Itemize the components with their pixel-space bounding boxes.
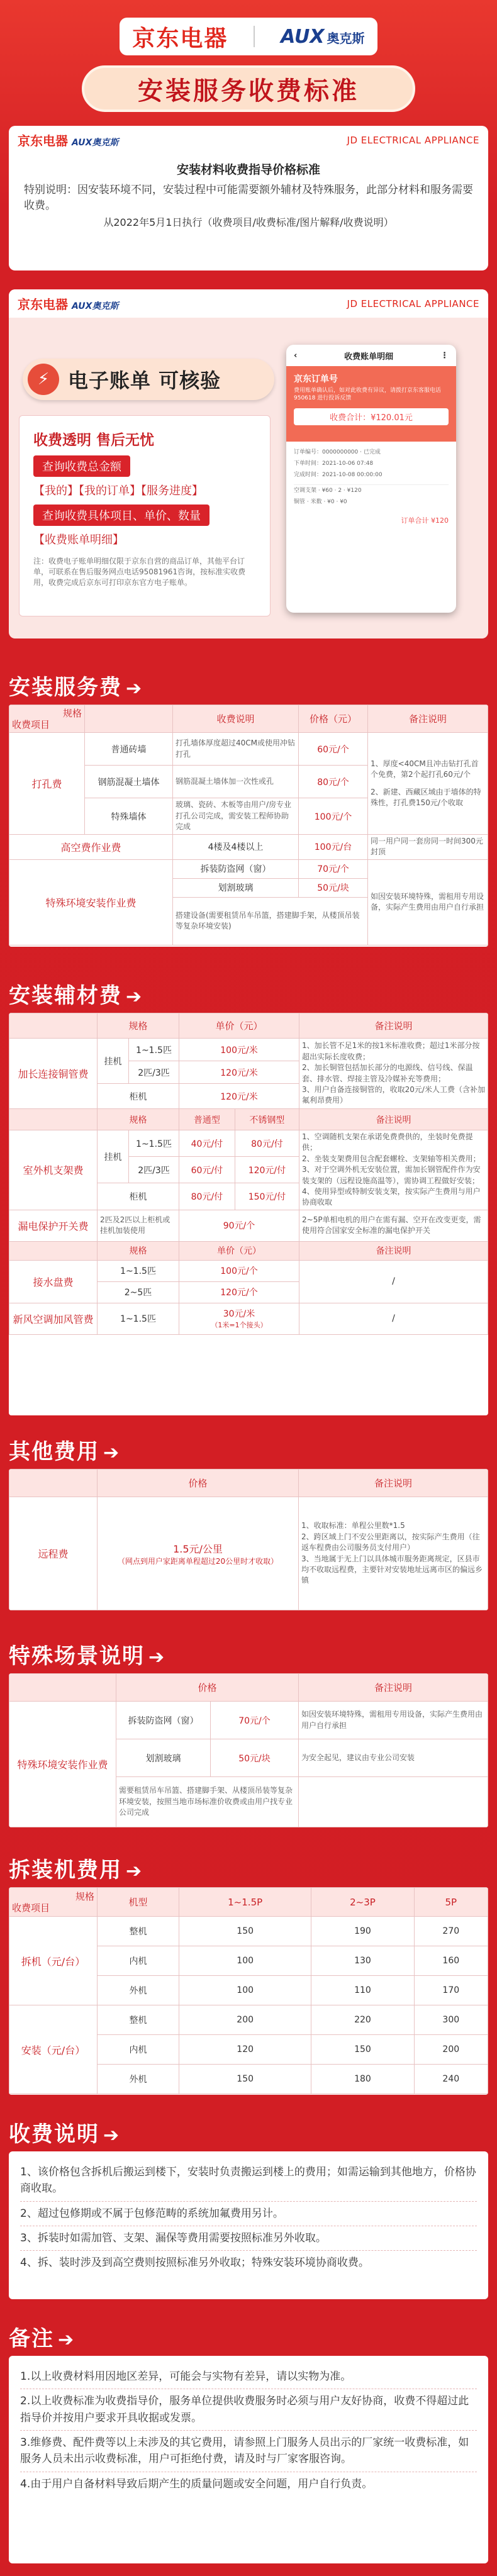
notice-text: 特别说明：因安装环境不同，安装过程中可能需要额外辅材及特殊服务，此部分材料和服务需要收费。 [24, 184, 473, 212]
phone-summary [286, 366, 456, 442]
phone-row: 完成时间：2021-10-08 00:00:00 [294, 472, 383, 478]
aux-small-logo: AUX奥克斯 [72, 301, 119, 311]
back-icon: ‹ [294, 350, 298, 360]
jd-small-logo: 京东电器 [18, 297, 68, 312]
remark-panel [9, 2356, 488, 2563]
note-line: 4、拆、装时涉及到高空费则按照标准另外收取；特殊安装环境协商收费。 [20, 2256, 369, 2270]
promo-panel [19, 415, 271, 616]
note-line: 2、超过包修期或不属于包修范畴的系统加氟费用另计。 [20, 2202, 477, 2226]
phone-item: 铜管 · 米数 · ¥0 · ¥0 [294, 499, 347, 505]
note-line: 1、该价格包含拆机后搬运到楼下，安装时负责搬运到楼上的费用；如需运输到其他地方，价格协商收取。 [20, 2160, 477, 2202]
aux-small-logo: AUX奥克斯 [72, 138, 119, 148]
notice-date: 从2022年5月1日执行（收费项目/收费标准/图片解释/收费说明） [103, 216, 394, 229]
phone-order-label: 京东订单号 [294, 374, 338, 384]
more-icon: ⋮ [440, 350, 449, 360]
section-title-other-fees: 其他费用 ➔ [9, 1439, 121, 1464]
notice-title: 安装材料收费指导价格标准 [176, 163, 320, 177]
english-slogan: JD ELECTRICAL APPLIANCE [347, 134, 479, 146]
logo-divider [254, 26, 255, 47]
install-fee-table: 规格 收费项目 收费说明 价格（元） 备注说明 打孔费 普通砖墙 打孔墙体厚度超过40CM或使用冲钻打孔 60元/个 1、厚度<40CM且冲击钻打孔首个免费，第2个起打孔60元/个 2、新建、西藏区域由于墙体的特殊性，打孔费150元/个收取 钢筋混凝土墙体 钢筋混凝土墙体加一次性或孔 80元/个 特殊墙体 玻璃、瓷砖、木板等由用户/房专业打孔公司完成，需安装工程师协助完成 100元/个 高空费作业费 4楼及4楼以上 100元/台 同一用户同一套房同一时间300元封顶 特殊环境安装作业费 拆装防盗网（窗） 70元/个 如因安装环境特殊，需租用专用设备，实际产生费用由用户自行承担 划割玻璃 50元/块 搭建设备(需要租赁吊车吊篮，搭建脚手架，从楼顶吊装等复杂环境安装) [9, 705, 488, 947]
section-title-install: 安装服务费 ➔ [9, 675, 143, 700]
notes-panel [9, 2151, 488, 2299]
note-line: 3、拆装时如需加管、支架、漏保等费用需要按照标准另外收取。 [20, 2226, 477, 2251]
lightning-icon: ⚡ [28, 364, 59, 395]
section-title-special: 特殊场景说明 ➔ [9, 1644, 166, 1669]
remark-line: 2.以上收费标准为收费指导价，服务单位提供收费服务时必须与用户友好协商，收费不得超过此指导价并按用户要求开具收据或发票。 [20, 2389, 477, 2431]
phone-row: 订单编号：0000000000 · 已完成 [294, 449, 381, 455]
query-total-button[interactable]: 查询收费总金额 [33, 455, 130, 477]
notice-card-header [9, 126, 488, 154]
notice-card [9, 126, 488, 270]
phone-mockup [286, 345, 456, 613]
remark-line: 4.由于用户自备材料导致后期产生的质量问题或安全问题，用户自行负责。 [20, 2477, 373, 2490]
jd-logo: 京东电器 [132, 25, 228, 52]
phone-item: 空调支架 · ¥60 · 2 · ¥120 [294, 488, 362, 494]
phone-row: 下单时间：2021-10-06 07:48 [294, 460, 374, 467]
special-scene-table: 价格 备注说明 特殊环境安装作业费 拆装防盗网（窗） 70元/个 如因安装环境特殊，需租用专用设备，实际产生费用由用户自行承担 划割玻璃 50元/块 为安全起见，建议由专业公司安装 需要租赁吊车吊篮、搭建脚手架、从楼顶吊装等复杂环境安装，按照当地市场标准价收费或由用户找专业公司完成 [9, 1673, 488, 1827]
aux-materials-table: 规格 单价（元） 备注说明 加长连接铜管费 挂机 1~1.5匹 100元/米 1、加长管不足1米的按1米标准收费；超过1米部分按超出实际长度收费； 2、加长铜管包括加长部分的电源线、信号线、保温套、排水管、焊接主管及冷媒补充等费用； 3、用户自备连接铜管的，收取20元/米人工费（含补加氟利昂费用） 2匹/3匹 120元/米 柜机 120元/米 规格 普通型 不锈钢型 备注说明 室外机支架费 挂机 1~1.5匹 40元/付 80元/付 1、空调随机支架在承诺免费费供的，坐装时免费提供； 2、坐装支架费用包含配套螺栓、支架轴等相关费用； 3、对于空调外机无安装位置，需加长钢管配件作为安装支架的（远程设施高温等），需协调工程做好安装； 4、使用异型或特制安装支架，按实际产生费用与用户协商收取 2匹/3匹 60元/付 120元/付 柜机 80元/付 150元/付 漏电保护开关费 2匹及2匹以上柜机或挂机加装使用 90元/个 2~5P单相电机的用户在需有漏、空开在改变更变，需使用符合国家安全标准的漏电保护开关 规格 单价（元） 备注说明 接水盘费 1~1.5匹 100元/个 / 2~5匹 120元/个 新风空调加风管费 1~1.5匹 30元/米 （1米=1个接头） / [9, 1013, 488, 1415]
remark-line: 3.维修费、配件费等以上未涉及的其它费用，请参照上门服务人员出示的厂家统一收费标准，如服务人员未出示收费标准，用户可拒绝付费，请及时与厂家客服咨询。 [20, 2431, 477, 2472]
promo-detail: 【收费账单明细】 [33, 533, 124, 547]
promo-note: 注：收费电子账单明细仅限于京东自营的商品订单，其他平台订单，可联系在售后服务网点电话95081961咨询，按标准实收费用，收费完成后京东可打印京东官方电子账单。 [33, 557, 246, 587]
ebill-card-header [9, 289, 488, 318]
english-slogan: JD ELECTRICAL APPLIANCE [347, 298, 479, 309]
move-fee-table: 规格 收费项目 机型 1~1.5P 2~3P 5P 拆机（元/台） 整机 150 190 270 内机 100 130 160 外机 100 110 170 安装（元/台） 整机 200 220 300 内机 120 150 200 外机 150 180 240 [9, 1887, 488, 2095]
section-title-notes: 收费说明 ➔ [9, 2122, 121, 2147]
jd-small-logo: 京东电器 [18, 133, 68, 148]
other-fees-table: 价格 备注说明 远程费 1.5元/公里 （网点到用户家距离单程超过20公里时才收取） 1、收取标准：单程公里数*1.5 2、跨区域上门不安公里距离以，按实际产生费用（往返车程费由公司服务员支付用户） 3、当地属于无上门以具体城市服务距离规定，区县市均不收取远程费，主要针对安装地址远离市区的偏远乡镇 [9, 1469, 488, 1610]
promo-path: 【我的】【我的订单】【服务进度】 [33, 484, 203, 498]
ebill-label: 电子账单 可核验 [68, 369, 221, 393]
remark-line: 1.以上收费材料用因地区差异，可能会与实物有差异，请以实物为准。 [20, 2365, 477, 2389]
promo-title: 收费透明 售后无忧 [33, 432, 155, 449]
brand-logo-bar [120, 18, 377, 55]
section-title-move: 拆装机费用 ➔ [9, 1858, 143, 1883]
phone-header [286, 345, 456, 366]
phone-rows [286, 442, 456, 513]
aux-logo: AUX 奥克斯 [281, 25, 365, 48]
query-items-button[interactable]: 查询收费具体项目、单价、数量 [33, 505, 209, 526]
ebill-badge [23, 359, 274, 400]
section-title-aux-materials: 安装辅材费 ➔ [9, 983, 143, 1008]
phone-footer: 订单合计 ¥120 [401, 516, 449, 525]
page-title: 安装服务收费标准 [82, 65, 415, 112]
phone-total: 收费合计：¥120.01元 [294, 408, 449, 425]
phone-note: 费用账单确认后，如对此收费有异议，请拨打京东客服电话 950618 进行投诉反馈 [294, 388, 442, 401]
phone-title: 收费账单明细 [344, 352, 394, 362]
section-title-remark: 备注 ➔ [9, 2326, 75, 2351]
